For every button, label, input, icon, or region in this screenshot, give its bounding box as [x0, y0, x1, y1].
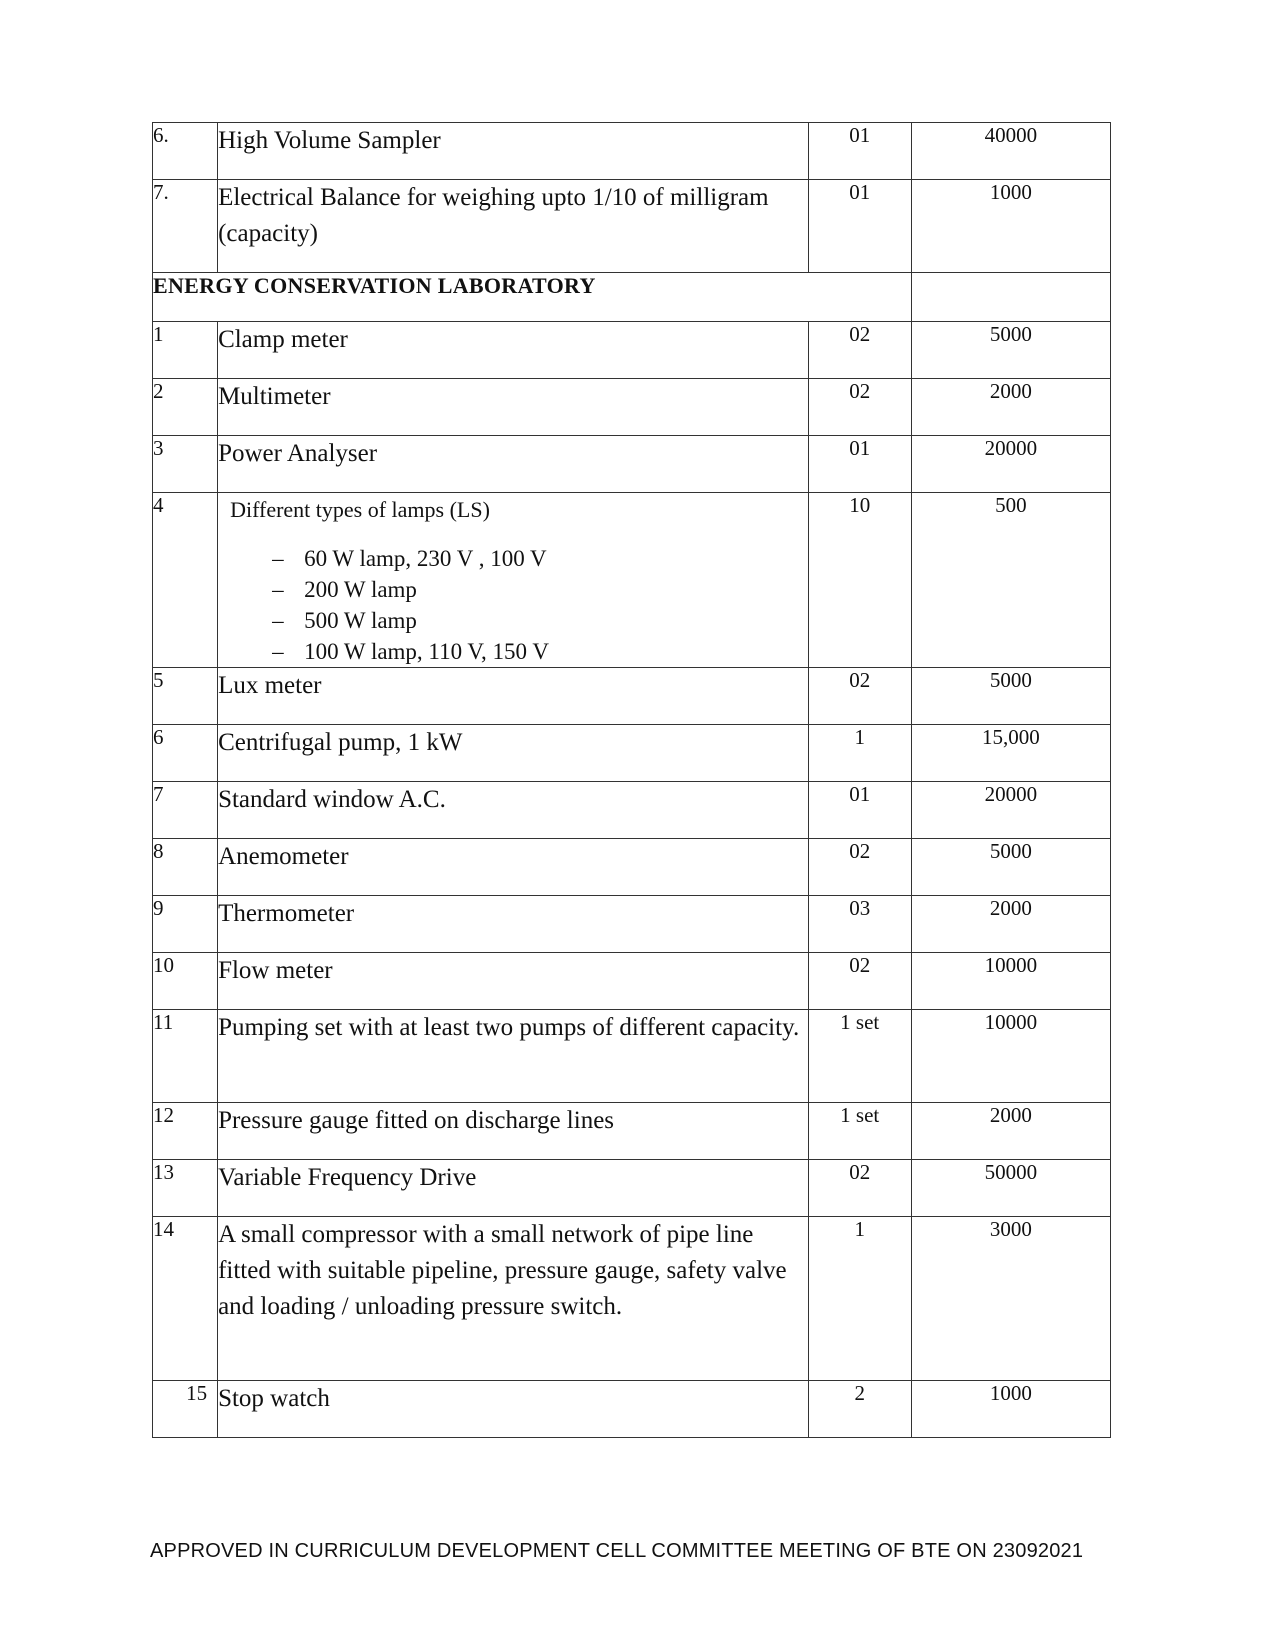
cost: 5000	[911, 322, 1110, 379]
cost: 500	[911, 493, 1110, 668]
list-item: – 500 W lamp	[272, 605, 808, 636]
serial-number: 1	[153, 322, 218, 379]
cost: 5000	[911, 839, 1110, 896]
cost: 10000	[911, 953, 1110, 1010]
table-row	[153, 322, 1111, 379]
item-name: Centrifugal pump, 1 kW	[218, 725, 809, 782]
cost: 20000	[911, 436, 1110, 493]
serial-number: 6.	[153, 123, 218, 180]
quantity: 01	[808, 123, 911, 180]
quantity: 10	[808, 493, 911, 668]
serial-number: 5	[153, 668, 218, 725]
serial-number: 10	[153, 953, 218, 1010]
quantity: 1	[808, 725, 911, 782]
serial-number: 7	[153, 782, 218, 839]
section-title: ENERGY CONSERVATION LABORATORY	[153, 273, 912, 322]
cost: 20000	[911, 782, 1110, 839]
quantity: 02	[808, 839, 911, 896]
quantity: 02	[808, 322, 911, 379]
serial-number: 7.	[153, 180, 218, 273]
table-row	[153, 668, 1111, 725]
cost: 2000	[911, 1103, 1110, 1160]
cost: 50000	[911, 1160, 1110, 1217]
item-name: Lux meter	[218, 668, 809, 725]
table-row	[153, 180, 1111, 273]
quantity: 02	[808, 379, 911, 436]
item-name: A small compressor with a small network of pipe line fitted with suitable pipeline, pressure gauge, safety valve and loading / unloading pressure switch.	[218, 1217, 809, 1381]
serial-number: 13	[153, 1160, 218, 1217]
list-item: – 100 W lamp, 110 V, 150 V	[272, 636, 808, 667]
quantity: 2	[808, 1381, 911, 1438]
cost: 40000	[911, 123, 1110, 180]
list-item: – 200 W lamp	[272, 574, 808, 605]
table-row	[153, 1160, 1111, 1217]
table-row	[153, 953, 1111, 1010]
serial-number: 6	[153, 725, 218, 782]
cost: 1000	[911, 180, 1110, 273]
item-name: Pumping set with at least two pumps of different capacity.	[218, 1010, 809, 1103]
quantity: 01	[808, 782, 911, 839]
cost: 2000	[911, 896, 1110, 953]
item-name: Standard window A.C.	[218, 782, 809, 839]
equipment-table	[152, 122, 1111, 1438]
item-name: Thermometer	[218, 896, 809, 953]
cost: 1000	[911, 1381, 1110, 1438]
quantity: 01	[808, 180, 911, 273]
item-name: High Volume Sampler	[218, 123, 809, 180]
serial-number: 15	[153, 1381, 218, 1438]
table-row	[153, 1010, 1111, 1103]
cost: 10000	[911, 1010, 1110, 1103]
cost: 3000	[911, 1217, 1110, 1381]
quantity: 02	[808, 953, 911, 1010]
cost: 15,000	[911, 725, 1110, 782]
table-row	[153, 493, 1111, 668]
quantity: 03	[808, 896, 911, 953]
table-row	[153, 782, 1111, 839]
serial-number: 14	[153, 1217, 218, 1381]
serial-number: 9	[153, 896, 218, 953]
lamps-list	[218, 543, 808, 667]
cost: 2000	[911, 379, 1110, 436]
empty-cell	[911, 273, 1110, 322]
cost: 5000	[911, 668, 1110, 725]
table-row	[153, 1381, 1111, 1438]
item-name: Stop watch	[218, 1381, 809, 1438]
approval-footer: APPROVED IN CURRICULUM DEVELOPMENT CELL COMMITTEE MEETING OF BTE ON 23092021	[150, 1540, 1084, 1562]
table-row	[153, 725, 1111, 782]
item-name: Power Analyser	[218, 436, 809, 493]
serial-number: 12	[153, 1103, 218, 1160]
quantity: 1 set	[808, 1103, 911, 1160]
table-row	[153, 436, 1111, 493]
item-name: Clamp meter	[218, 322, 809, 379]
serial-number: 4	[153, 493, 218, 668]
table-row	[153, 896, 1111, 953]
quantity: 1	[808, 1217, 911, 1381]
table-row	[153, 1103, 1111, 1160]
table-row	[153, 379, 1111, 436]
quantity: 1 set	[808, 1010, 911, 1103]
quantity: 02	[808, 668, 911, 725]
section-row	[153, 273, 1111, 322]
table-row	[153, 1217, 1111, 1381]
serial-number: 2	[153, 379, 218, 436]
item-name: Flow meter	[218, 953, 809, 1010]
item-name: Multimeter	[218, 379, 809, 436]
lamps-cell	[218, 493, 809, 668]
serial-number: 8	[153, 839, 218, 896]
serial-number: 3	[153, 436, 218, 493]
table-row	[153, 839, 1111, 896]
item-name: Pressure gauge fitted on discharge lines	[218, 1103, 809, 1160]
table-row	[153, 123, 1111, 180]
serial-number: 11	[153, 1010, 218, 1103]
item-name: Electrical Balance for weighing upto 1/10 of milligram (capacity)	[218, 180, 809, 273]
item-name: Variable Frequency Drive	[218, 1160, 809, 1217]
quantity: 01	[808, 436, 911, 493]
item-name: Anemometer	[218, 839, 809, 896]
quantity: 02	[808, 1160, 911, 1217]
list-item: – 60 W lamp, 230 V , 100 V	[272, 543, 808, 574]
lamps-title: Different types of lamps (LS)	[230, 497, 490, 522]
